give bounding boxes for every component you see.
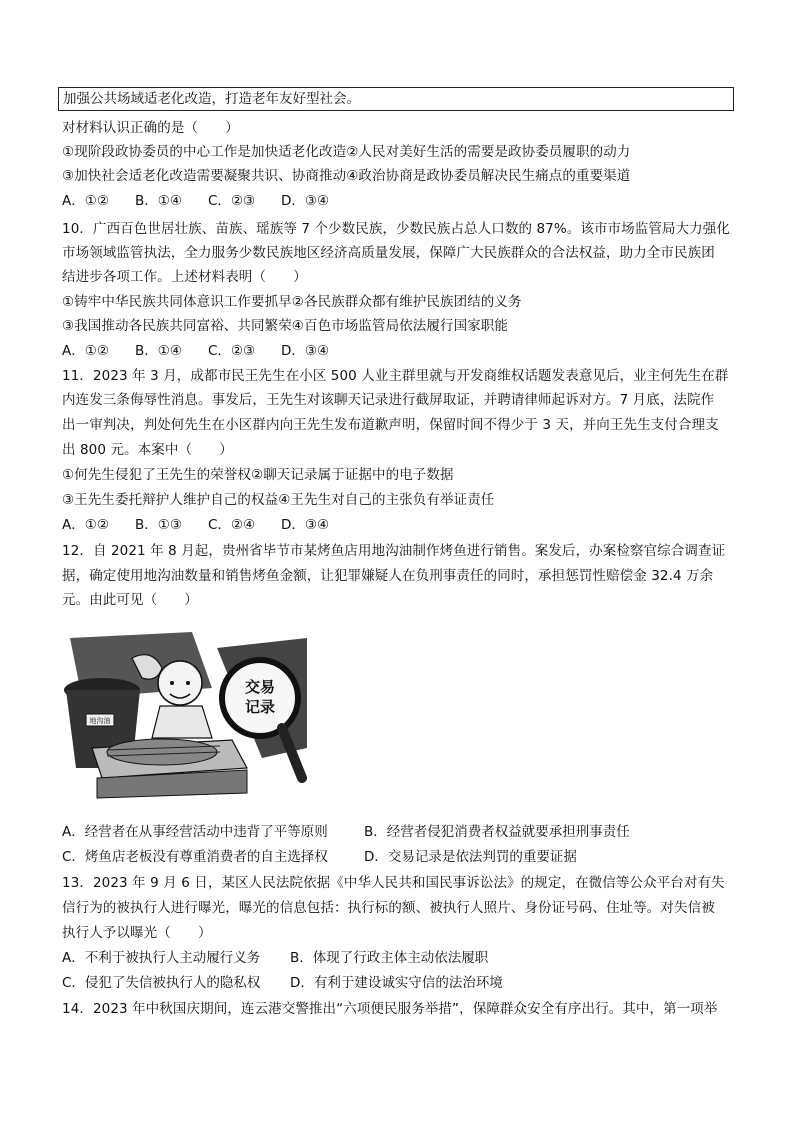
q11-line-2: 内连发三条侮辱性消息。事发后，王先生对该聊天记录进行截屏取证，并聘请律师起诉对方。7 月底，法院作 (62, 392, 715, 408)
q9-choices (62, 191, 354, 211)
q11-choice-c[interactable]: C．②④ (208, 517, 256, 533)
q10-line-3: 结进步各项工作。上述材料表明（ ） (62, 269, 307, 285)
q13-choice-c[interactable]: C．侵犯了失信被执行人的隐私权 (62, 975, 261, 991)
q10-choice-d[interactable]: D．③④ (281, 343, 330, 359)
q13-choices-row-1 (62, 948, 592, 968)
cartoon-illustration (62, 628, 312, 800)
q11-line-3: 出一审判决，判处何先生在小区群内向王先生发布道歉声明，保留时间不得少于 3 天，并向王先生支付合理支 (62, 417, 719, 433)
q12-line-1: 12．自 2021 年 8 月起，贵州省毕节市某烤鱼店用地沟油制作烤鱼进行销售。案发后，办案检察官综合调查证 (62, 543, 726, 559)
q10-line-1: 10．广西百色世居壮族、苗族、瑶族等 7 个少数民族，少数民族占总人口数的 87%。该市市场监管局大力强化 (62, 221, 730, 237)
q12-choices-row-1 (62, 822, 666, 842)
q11-choice-a[interactable]: A．①② (62, 517, 109, 533)
material-box (58, 87, 734, 111)
q10-choice-c[interactable]: C．②③ (208, 343, 256, 359)
q12-choice-d[interactable]: D．交易记录是依法判罚的重要证据 (364, 849, 577, 865)
q14-line-1: 14．2023 年中秋国庆期间，连云港交警推出“六项便民服务举措”，保障群众安全有序出行。其中，第一项举 (62, 1001, 718, 1017)
q12-choices-row-2 (62, 847, 666, 867)
q13-line-3: 执行人予以曝光（ ） (62, 925, 212, 941)
q10-choice-b[interactable]: B．①④ (135, 343, 182, 359)
q9-choice-a[interactable]: A．①② (62, 193, 109, 209)
q11-line-4: 出 800 元。本案中（ ） (62, 442, 233, 458)
q11-choices (62, 515, 354, 535)
q10-line-2: 市场领域监管执法，全力服务少数民族地区经济高质量发展，保障广大民族群众的合法权益，助力全市民族团 (62, 245, 715, 261)
q13-choice-d[interactable]: D．有利于建设诚实守信的法治环境 (290, 975, 503, 991)
q13-choice-b[interactable]: B．体现了行政主体主动依法履职 (290, 950, 489, 966)
q10-option-line-1: ①铸牢中华民族共同体意识工作要抓早②各民族群众都有维护民族团结的义务 (62, 294, 522, 310)
grill (92, 739, 247, 798)
q9-choice-c[interactable]: C．②③ (208, 193, 256, 209)
q12-line-2: 据，确定使用地沟油数量和销售烤鱼金额，让犯罪嫌疑人在负刑事责任的同时，承担惩罚性赔偿金 32.4 万余 (62, 568, 714, 584)
q12-choice-c[interactable]: C．烤鱼店老板没有尊重消费者的自主选择权 (62, 849, 328, 865)
q11-option-line-2: ③王先生委托辩护人维护自己的权益④王先生对自己的主张负有举证责任 (62, 492, 495, 508)
q10-choice-a[interactable]: A．①② (62, 343, 109, 359)
q13-line-2: 信行为的被执行人进行曝光，曝光的信息包括：执行标的额、被执行人照片、身份证号码、住址等。对失信被 (62, 900, 715, 916)
magnifier-text-line-2: 记录 (244, 698, 276, 716)
q10-choices (62, 341, 354, 361)
material-box-text: 加强公共场域适老化改造，打造老年友好型社会。 (63, 91, 360, 107)
q12-choice-a[interactable]: A．经营者在从事经营活动中违背了平等原则 (62, 824, 328, 840)
q9-choice-d[interactable]: D．③④ (281, 193, 330, 209)
q9-option-line-1: ①现阶段政协委员的中心工作是加快适老化改造②人民对美好生活的需要是政协委员履职的动力 (62, 144, 631, 160)
q13-choices-row-2 (62, 973, 592, 993)
q12-choice-b[interactable]: B．经营者侵犯消费者权益就要承担刑事责任 (364, 824, 630, 840)
q11-choice-d[interactable]: D．③④ (281, 517, 330, 533)
magnifier-text-line-1: 交易 (244, 678, 276, 696)
q10-option-line-2: ③我国推动各民族共同富裕、共同繁荣④百色市场监管局依法履行国家职能 (62, 318, 509, 334)
q11-choice-b[interactable]: B．①③ (135, 517, 182, 533)
q9-stem: 对材料认识正确的是（ ） (62, 120, 239, 136)
q9-choice-b[interactable]: B．①④ (135, 193, 182, 209)
q12-line-3: 元。由此可见（ ） (62, 592, 198, 608)
bucket-label: 地沟油 (89, 717, 111, 725)
q13-choice-a[interactable]: A．不利于被执行人主动履行义务 (62, 950, 261, 966)
q13-line-1: 13．2023 年 9 月 6 日，某区人民法院依据《中华人民共和国民事诉讼法》的规定，在微信等公众平台对有失 (62, 875, 725, 891)
q11-line-1: 11．2023 年 3 月，成都市民王先生在小区 500 人业主群里就与开发商维权话题发表意见后，业主何先生在群 (62, 368, 729, 384)
q11-option-line-1: ①何先生侵犯了王先生的荣誉权②聊天记录属于证据中的电子数据 (62, 467, 454, 483)
q9-option-line-2: ③加快社会适老化改造需要凝聚共识、协商推动④政治协商是政协委员解决民生痛点的重要渠道 (62, 168, 631, 184)
